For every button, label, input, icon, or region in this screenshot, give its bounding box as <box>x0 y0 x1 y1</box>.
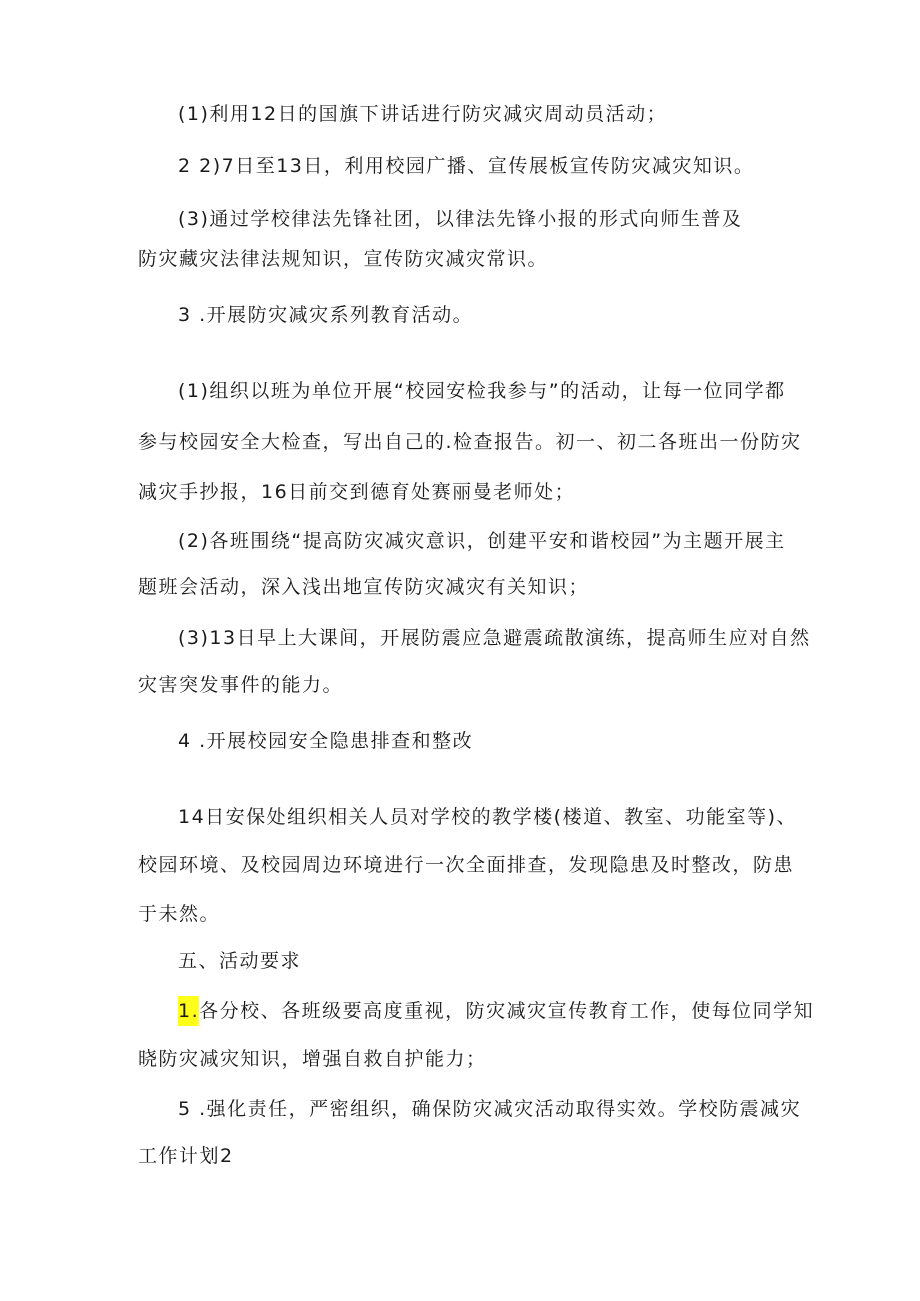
text-line: 防灾藏灾法律法规知识，宣传防灾减灾常识。 <box>138 248 549 270</box>
text-line: 参与校园安全大检查，写出自己的.检查报告。初一、初二各班出一份防灾 <box>138 431 802 453</box>
text-line: (3)通过学校律法先锋社团，以律法先锋小报的形式向师生普及 <box>178 208 743 230</box>
text-line: 工作计划2 <box>138 1145 234 1167</box>
text-line: (3)13日早上大课间，开展防震应急避震疏散演练，提高师生应对自然 <box>178 627 811 649</box>
section-heading: 五、活动要求 <box>178 950 302 972</box>
text-line: 晓防灾减灾知识，增强自救自护能力； <box>138 1048 487 1070</box>
text-line: 灾害突发事件的能力。 <box>138 674 344 696</box>
text-line: 题班会活动，深入浅出地宣传防灾减灾有关知识； <box>138 576 590 598</box>
section-heading: 4 .开展校园安全隐患排查和整改 <box>178 730 474 752</box>
text-line: (1)利用12日的国旗下讲话进行防灾减灾周动员活动； <box>178 103 668 125</box>
text-line: (2)各班围绕“提高防灾减灾意识，创建平安和谐校园”为主题开展主 <box>178 530 786 552</box>
text-line: 14日安保处组织相关人员对学校的教学楼(楼道、教室、功能室等)、 <box>178 806 798 828</box>
text-line-body: 各分校、各班级要高度重视，防灾减灾宣传教育工作，使每位同学知 <box>199 1000 815 1022</box>
text-line: 2 2)7日至13日，利用校园广播、宣传展板宣传防灾减灾知识。 <box>178 155 755 177</box>
text-line: 减灾手抄报，16日前交到德育处赛丽曼老师处； <box>138 481 576 503</box>
text-line: (1)组织以班为单位开展“校园安检我参与”的活动，让每一位同学都 <box>178 380 786 402</box>
highlighted-number: 1. <box>178 996 199 1026</box>
text-line: 于未然。 <box>138 903 221 925</box>
text-line <box>178 998 814 1024</box>
section-heading: 3 .开展防灾减灾系列教育活动。 <box>178 304 474 326</box>
text-line: 5 .强化责任，严密组织，确保防灾减灾活动取得实效。学校防震减灾 <box>178 1098 802 1120</box>
text-line: 校园环境、及校园周边环境进行一次全面排查，发现隐患及时整改，防患 <box>138 854 795 876</box>
